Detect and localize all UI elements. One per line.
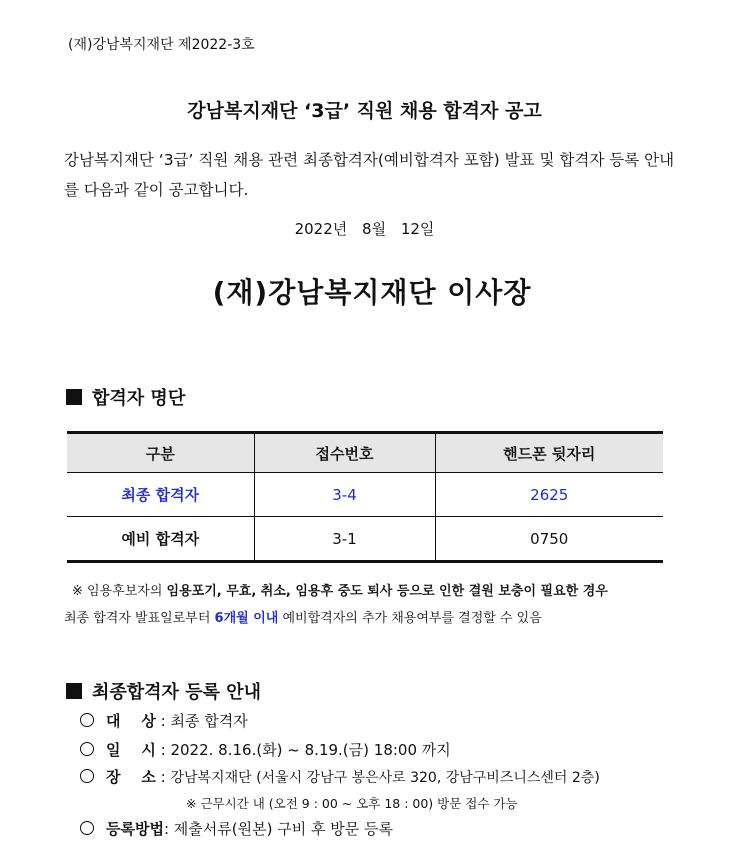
note-text: 예비합격자의 추가 채용여부를 결정할 수 있음	[278, 611, 542, 626]
section-heading-registration	[66, 678, 261, 704]
column-header: 구분	[67, 433, 254, 473]
table-row	[67, 517, 663, 562]
item-key: 장 소	[106, 768, 156, 786]
cell-number: 3-4	[254, 473, 435, 517]
notice-title: 강남복지재단 ‘3급’ 직원 채용 합격자 공고	[187, 100, 542, 122]
list-item: 장 소 : 강남복지재단 (서울시 강남구 봉은사로 320, 강남구비즈니스센터 2층)	[80, 766, 600, 787]
cell-number: 3-1	[254, 517, 435, 562]
notice-date: 2022년 8월 12일	[294, 220, 435, 238]
list-item: 등록방법: 제출서류(원본) 구비 후 방문 등록	[80, 818, 393, 839]
intro-text: 강남복지재단 ‘3급’ 직원 채용 관련 최종합격자(예비합격자 포함) 발표 및 합격자 등록 안내를 다음과 같이 공고합니다.	[64, 151, 675, 199]
visit-hours-note: ※ 근무시간 내 (오전 9 : 00 ~ 오후 18 : 00) 방문 접수 가능	[186, 796, 518, 811]
note-text: 최종 합격자 발표일로부터	[64, 611, 215, 626]
circle-bullet-icon	[80, 769, 94, 783]
list-item: 일 시 : 2022. 8.16.(화) ~ 8.19.(금) 18:00 까지	[80, 739, 451, 760]
document-number: (재)강남복지재단 제2022-3호	[68, 37, 255, 53]
item-value: 2022. 8.16.(화) ~ 8.19.(금) 18:00 까지	[170, 741, 451, 759]
table-row	[67, 473, 663, 517]
circle-bullet-icon	[80, 742, 94, 756]
section-heading-roster	[66, 384, 185, 410]
note-bold-text: 임용포기, 무효, 취소, 임용후 중도 퇴사 등으로 인한 결원 보충이 필요한 경우	[166, 584, 608, 599]
cell-phone: 0750	[435, 517, 663, 562]
column-header: 핸드폰 뒷자리	[435, 433, 663, 473]
square-bullet-icon	[66, 389, 82, 405]
square-bullet-icon	[66, 683, 82, 699]
item-key: 대 상	[106, 712, 156, 730]
note-highlight: 6개월 이내	[214, 611, 279, 626]
organization-name: (재)강남복지재단 이사장	[212, 276, 532, 309]
item-key: 등록방법	[106, 820, 164, 838]
circle-bullet-icon	[80, 713, 94, 727]
circle-bullet-icon	[80, 821, 94, 835]
column-header: 접수번호	[254, 433, 435, 473]
list-item: 대 상 : 최종 합격자	[80, 710, 248, 731]
roster-table	[67, 431, 663, 563]
note-text: ※ 임용후보자의	[72, 584, 167, 599]
cell-category: 최종 합격자	[67, 473, 254, 517]
reserve-note-line1	[72, 580, 608, 599]
reserve-note-line2	[64, 607, 542, 626]
cell-category: 예비 합격자	[67, 517, 254, 562]
item-value: 강남복지재단 (서울시 강남구 봉은사로 320, 강남구비즈니스센터 2층)	[170, 770, 600, 786]
item-value: 제출서류(원본) 구비 후 방문 등록	[173, 820, 393, 838]
cell-phone: 2625	[435, 473, 663, 517]
item-value: 최종 합격자	[170, 712, 248, 730]
section-heading-text: 최종합격자 등록 안내	[92, 682, 262, 703]
table-header-row	[67, 433, 663, 473]
item-key: 일 시	[106, 741, 156, 759]
section-heading-text: 합격자 명단	[92, 388, 186, 409]
